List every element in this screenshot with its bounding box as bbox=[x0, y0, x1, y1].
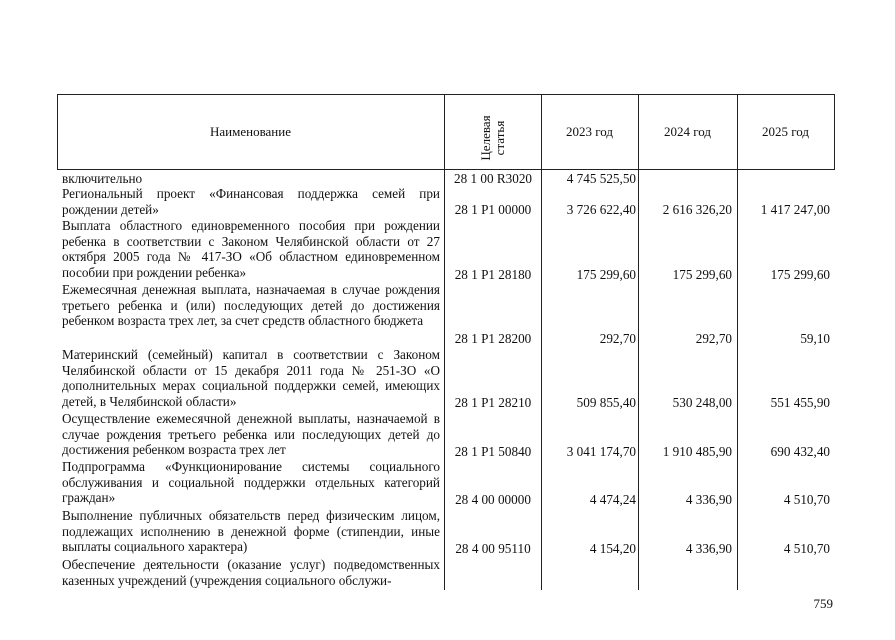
row-name: Материнский (семейный) капитал в соответствии с Законом Челябинской области от 15 декабря 2011 года № 251-ЗО «О дополнительных мерах социальной поддержки семей, имеющих детей, в Челябинской области» bbox=[62, 347, 440, 409]
row-2025: 4 510,70 bbox=[783, 541, 830, 556]
row-name: Обеспечение деятельности (оказание услуг) подведомственных казенных учреждений (учреждения социального обслужи- bbox=[62, 557, 440, 588]
row-2025: 59,10 bbox=[800, 331, 830, 346]
header-target-line1: Целевая bbox=[478, 115, 493, 161]
row-name: Выплата областного единовременного пособия при рождении ребенка в соответствии с Законом Челябинской области от 27 октября 2005 года № 417-ЗО «Об областном единовременном пособии при рождении ребенка» bbox=[62, 218, 440, 280]
header-name: Наименование bbox=[210, 124, 291, 139]
table-right-border bbox=[834, 94, 835, 170]
row-name: Региональный проект «Финансовая поддержка семей при рождении детей» bbox=[62, 186, 440, 217]
row-name: Осуществление ежемесячной денежной выплаты, назначаемой в случае рождения третьего ребенка или последующих детей до достижения ребенком возраста трех лет bbox=[62, 411, 440, 458]
row-2025: 1 417 247,00 bbox=[760, 202, 830, 217]
row-code: 28 1 P1 28210 bbox=[454, 395, 532, 410]
row-name: Выполнение публичных обязательств перед физическим лицом, подлежащих исполнению в денежной форме (стипендии, иные выплаты социального характера) bbox=[62, 508, 440, 555]
row-code: 28 1 P1 00000 bbox=[454, 202, 532, 217]
table-top-border bbox=[57, 94, 835, 95]
row-2023: 4 154,20 bbox=[589, 541, 636, 556]
row-2025: 551 455,90 bbox=[770, 395, 830, 410]
row-name: Подпрограмма «Функционирование системы социального обслуживания и социальной поддержки отдельных категорий граждан» bbox=[62, 459, 440, 506]
table-header-bottom-border bbox=[57, 169, 835, 170]
header-2024: 2024 год bbox=[664, 124, 711, 139]
page-number: 759 bbox=[813, 596, 833, 611]
row-2023: 4 474,24 bbox=[589, 492, 636, 507]
row-2025: 4 510,70 bbox=[783, 492, 830, 507]
row-2024: 175 299,60 bbox=[672, 267, 732, 282]
row-code: 28 1 00 R3020 bbox=[453, 171, 533, 186]
row-2023: 175 299,60 bbox=[576, 267, 636, 282]
row-2024: 1 910 485,90 bbox=[662, 444, 732, 459]
row-name: включительно bbox=[62, 171, 143, 186]
row-2024: 2 616 326,20 bbox=[662, 202, 732, 217]
row-code: 28 4 00 00000 bbox=[455, 492, 531, 507]
row-name: Ежемесячная денежная выплата, назначаемая в случае рождения третьего ребенка и (или) последующих детей до достижения ребенком возраста трех лет, за счет средств областного бюджета bbox=[62, 282, 440, 329]
row-2025: 175 299,60 bbox=[770, 267, 830, 282]
row-2024: 530 248,00 bbox=[672, 395, 732, 410]
row-2023: 3 726 622,40 bbox=[566, 202, 636, 217]
col-divider-1 bbox=[444, 94, 445, 590]
row-2023: 509 855,40 bbox=[576, 395, 636, 410]
row-2025: 690 432,40 bbox=[770, 444, 830, 459]
row-2024: 4 336,90 bbox=[685, 492, 732, 507]
header-2023: 2023 год bbox=[566, 124, 613, 139]
row-2024: 292,70 bbox=[695, 331, 732, 346]
row-2024: 4 336,90 bbox=[685, 541, 732, 556]
header-target-article bbox=[479, 103, 507, 173]
row-2023: 292,70 bbox=[599, 331, 636, 346]
col-divider-3 bbox=[638, 94, 639, 590]
row-code: 28 1 P1 28180 bbox=[454, 267, 532, 282]
col-divider-2 bbox=[541, 94, 542, 590]
row-code: 28 1 P1 50840 bbox=[454, 444, 532, 459]
row-2023: 3 041 174,70 bbox=[566, 444, 636, 459]
row-2023: 4 745 525,50 bbox=[566, 171, 636, 186]
row-code: 28 4 00 95110 bbox=[455, 541, 531, 556]
header-2025: 2025 год bbox=[762, 124, 809, 139]
header-target-line2: статья bbox=[492, 120, 507, 156]
row-code: 28 1 P1 28200 bbox=[454, 331, 532, 346]
